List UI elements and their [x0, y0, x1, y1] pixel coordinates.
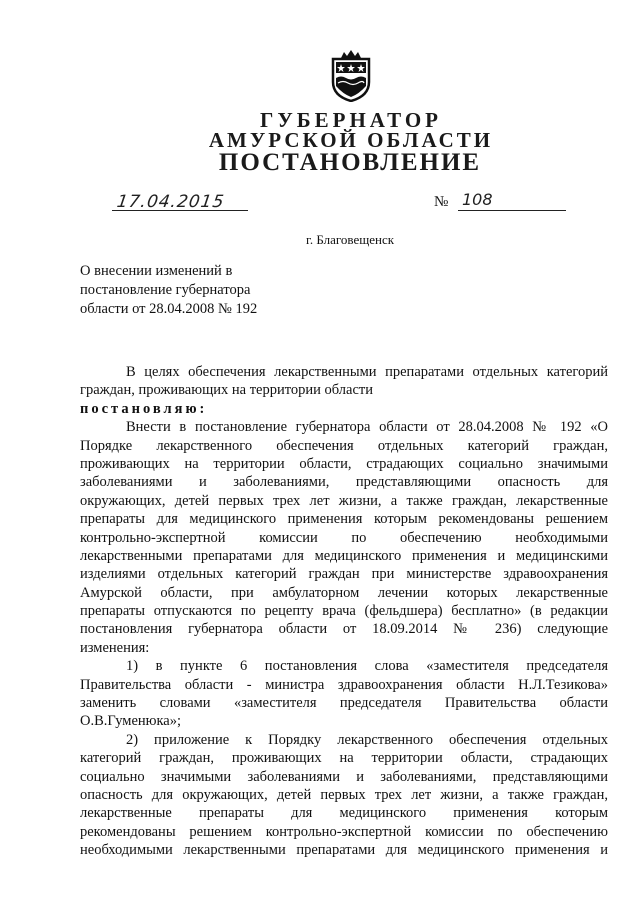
- body-text-line: препараты отпускаются по рецепту врача (фельдшера) бесплатно» (в редакции: [80, 603, 608, 620]
- body-text-line: Внести в постановление губернатора области от 28.04.2008 № 192 «О: [126, 419, 608, 436]
- body-text-line: окружающих, детей первых трех лет жизни, а также граждан, лекарственные: [80, 492, 608, 509]
- body-text-line: Амурской области, при амбулаторном лечении которых лекарственные: [80, 584, 608, 601]
- body-text-line: постановления губернатора области от 18.09.2014 № 236) следующие: [80, 621, 608, 638]
- body-text-line: заболеваниями и заболеваниями, представляющими опасность для: [80, 474, 608, 491]
- body-text-line: лекарственные препараты для медицинского применения которым: [80, 805, 608, 822]
- subject-line: постановление губернатора: [80, 282, 251, 298]
- body-text-line: изделиями отдельных категорий граждан при министерстве здравоохранения: [80, 566, 608, 583]
- body-text-line: изменения:: [80, 639, 150, 656]
- body-text-line: О.В.Гуменюка»;: [80, 713, 182, 730]
- document-body: [80, 363, 608, 860]
- document-date: 17.04.2015: [115, 192, 226, 212]
- body-text-line: препараты для медицинского применения которым рекомендованы решением: [80, 511, 608, 528]
- document-subject: [80, 262, 310, 319]
- date-underline: [112, 210, 248, 211]
- document-type-title: ПОСТАНОВЛЕНИЕ: [218, 149, 482, 176]
- body-text-line: В целях обеспечения лекарственными препаратами отдельных категорий: [126, 364, 608, 380]
- decree-keyword: постановляю:: [80, 400, 208, 417]
- body-text-line: проживающих на территории области, страдающих социально значимыми: [80, 455, 608, 472]
- body-text-line: лекарственными препаратами для медицинского применения и медицинскими: [80, 547, 608, 564]
- body-text-line: 2) приложение к Порядку лекарственного обеспечения отдельных: [126, 731, 608, 748]
- body-text-line: заменить словами «заместителя председателя Правительства области: [80, 695, 608, 712]
- body-text-line: 1) в пункте 6 постановления слова «заместителя председателя: [126, 658, 608, 675]
- number-label: №: [434, 194, 449, 210]
- body-text-line: рекомендованы решением контрольно-экспертной комиссии по обеспечению: [80, 823, 608, 840]
- subject-line: О внесении изменений в: [80, 263, 233, 279]
- body-text-line: граждан, проживающих на территории области: [80, 382, 373, 399]
- body-text-line: Порядке лекарственного обеспечения отдельных категорий граждан,: [80, 437, 608, 454]
- issuer-title: ГУБЕРНАТОР: [259, 108, 443, 132]
- coat-of-arms-icon: [329, 50, 373, 102]
- body-text-line: социально значимыми заболеваниями и заболеваниями, представляющими: [80, 768, 608, 785]
- body-text-line: Правительства области - министра здравоохранения области Н.Л.Тезикова»: [80, 676, 608, 693]
- subject-line: области от 28.04.2008 № 192: [80, 301, 258, 317]
- body-text-line: категорий граждан, проживающих на территории области, страдающих: [80, 750, 608, 767]
- document-number: 108: [462, 190, 493, 209]
- city-name: г. Благовещенск: [305, 232, 395, 247]
- region-title: АМУРСКОЙ ОБЛАСТИ: [208, 128, 494, 152]
- number-underline: [458, 210, 566, 211]
- body-text-line: необходимыми лекарственными препаратами для медицинского применения и: [80, 842, 608, 859]
- body-text-line: опасность для окружающих, детей первых трех лет жизни, а также граждан,: [80, 786, 608, 803]
- body-text-line: контрольно-экспертной комиссии по обеспечению необходимыми: [80, 529, 608, 546]
